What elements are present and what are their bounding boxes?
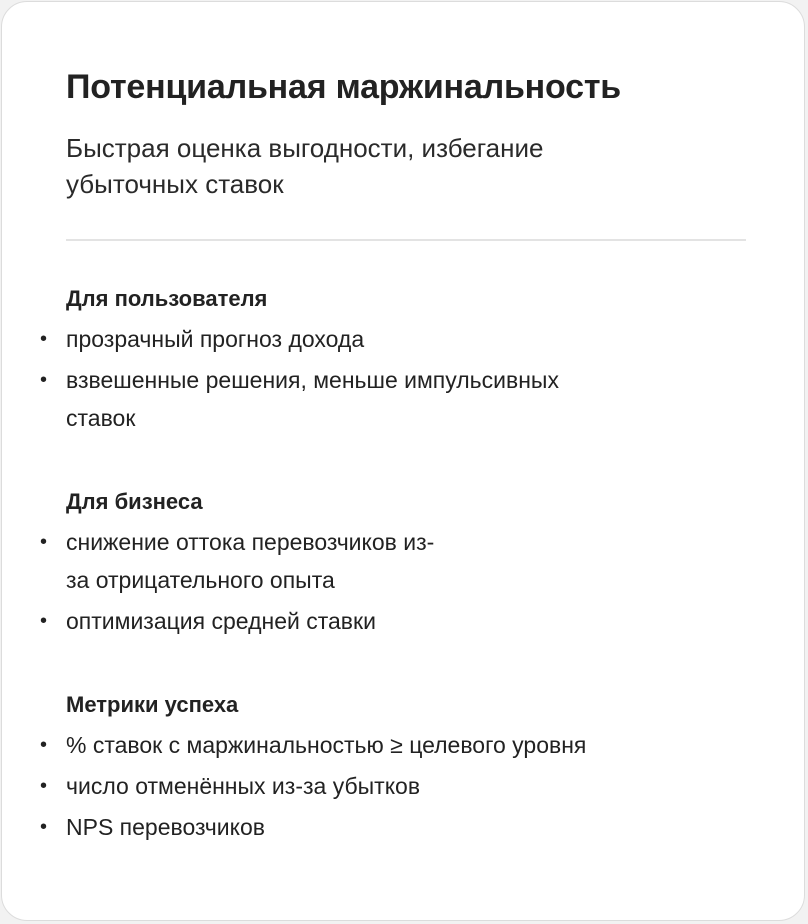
- card-subtitle: Быстрая оценка выгодности, избегание убыточных ставок: [66, 133, 544, 199]
- divider: [66, 239, 746, 241]
- section-heading: Для бизнеса: [66, 489, 203, 514]
- list-item: [2, 726, 586, 764]
- card-title: Потенциальная маржинальность: [66, 68, 622, 106]
- list-item: [2, 320, 559, 358]
- section-heading: Для пользователя: [66, 286, 268, 311]
- item-text: снижение оттока перевозчиков из- за отрицательного опыта: [66, 529, 435, 593]
- item-text: взвешенные решения, меньше импульсивных ставок: [66, 367, 559, 431]
- list-item: [2, 808, 586, 846]
- bullet-icon: •: [40, 328, 48, 350]
- list-item: [2, 361, 559, 437]
- bullet-icon: •: [40, 610, 48, 632]
- list-item: [2, 767, 586, 805]
- list-item: [2, 602, 434, 640]
- list-item: [2, 523, 434, 599]
- bullet-icon: •: [40, 531, 48, 553]
- item-text: % ставок с маржинальностью ≥ целевого уровня: [66, 732, 587, 758]
- bullet-icon: •: [40, 816, 48, 838]
- info-card: [1, 1, 805, 921]
- section-heading: Метрики успеха: [66, 692, 239, 717]
- bullet-icon: •: [40, 369, 48, 391]
- item-text: число отменённых из-за убытков: [66, 773, 421, 799]
- item-text: оптимизация средней ставки: [66, 608, 376, 634]
- item-text: NPS перевозчиков: [66, 814, 265, 840]
- item-text: прозрачный прогноз дохода: [66, 326, 365, 352]
- bullet-icon: •: [40, 734, 48, 756]
- bullet-icon: •: [40, 775, 48, 797]
